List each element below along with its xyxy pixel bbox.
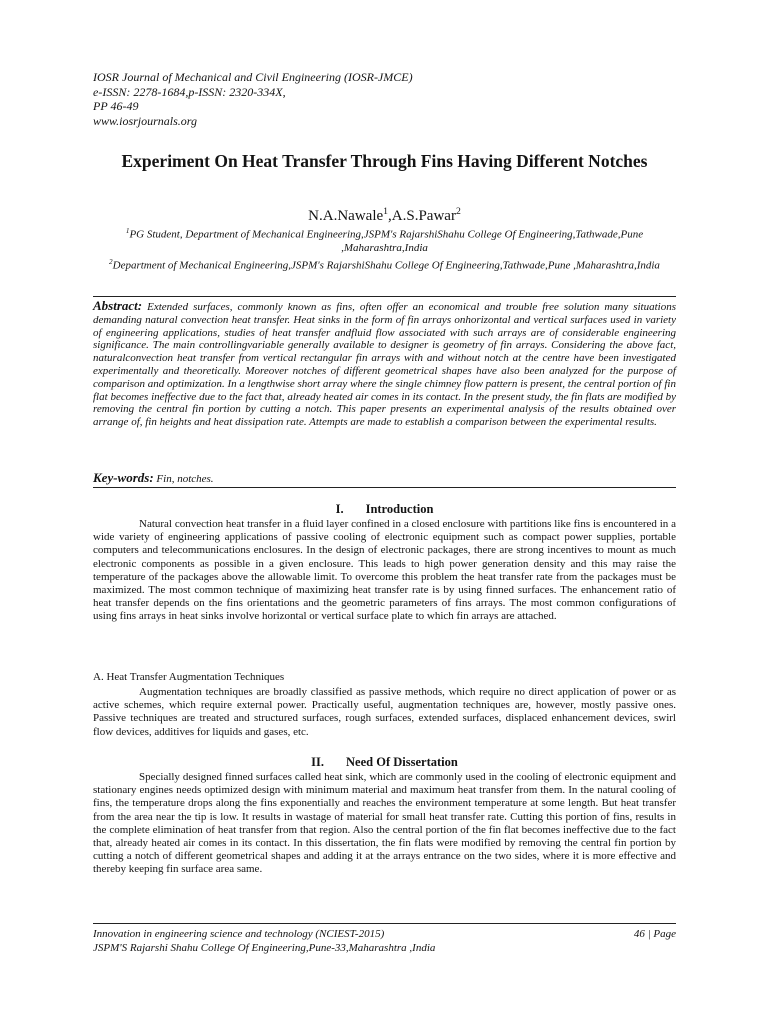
footer-institution: JSPM'S Rajarshi Shahu College Of Engineering,Pune-33,Maharashtra ,India: [93, 941, 436, 954]
author-line: [93, 206, 676, 225]
keywords-line: [93, 470, 676, 486]
author-1-sup: 1: [383, 206, 389, 217]
abstract-top-rule: [93, 296, 676, 297]
intro-paragraph: Natural convection heat transfer in a fluid layer confined in a closed enclosure with partitions like fins is encountered in a wide variety of engineering applications of passive cooling of electronic equipment such as compact power supplies, portable computers and telecommunications enclosures. In the design of electronic packages, there are strong incentives to mount as much electronic components as possible in a given enclosure. This leads to high power generation density and this may raise the temperature of the packages above the allowable limit. To overcome this problem the heat transfer rate from the packages must be maximized. The most common technique of maximizing heat transfer rate is by using finned surfaces. The enhancement ratio of heat transfer depends on the fins orientations and the geometric parameters of fins arrays. The most common configurations of using fins arrays in heat sinks involve horizontal or vertical surface plate to which fin arrays are attached.: [93, 518, 676, 623]
footer-page-number: 46 | Page: [633, 928, 676, 940]
author-2-sup: 2: [455, 206, 461, 217]
affiliation-2-text: Department of Mechanical Engineering,JSPM's RajarshiShahu College Of Engineering,Tathwade,Pune ,Maharashtra,India: [112, 259, 660, 272]
affiliation-1: [93, 225, 676, 256]
journal-website: www.iosrjournals.org: [93, 113, 198, 128]
section-2-title: Need Of Dissertation: [346, 755, 458, 769]
page-footer: [93, 928, 676, 955]
footer-conference: Innovation in engineering science and technology (NCIEST-2015): [93, 928, 385, 940]
journal-pages: PP 46-49: [93, 99, 139, 113]
augmentation-paragraph: Augmentation techniques are broadly classified as passive methods, which require no direct application of power or as active schemes, which require external power. Practically useful, augmentation techniques are, however, mostly passive ones. Passive techniques are treated and structured surfaces, rough surfaces, extended surfaces, displaced enhancement devices, swirl flow devices, additives for liquids and gases, etc.: [93, 686, 676, 738]
affiliation-1-text: PG Student, Department of Mechanical Engineering,JSPM's RajarshiShahu College Of Engineering,Tathwade,Pune ,Maharashtra,India: [129, 228, 644, 255]
journal-name: IOSR Journal of Mechanical and Civil Engineering (IOSR-JMCE): [93, 70, 413, 84]
affiliation-1-sup: 1: [125, 227, 130, 235]
section-2-number: II.: [311, 755, 325, 769]
section-1-number: I.: [335, 502, 344, 516]
keywords-text: Fin, notches.: [156, 473, 214, 485]
section-heading-introduction: [93, 502, 676, 517]
affiliations: [93, 225, 676, 273]
author-1: N.A.Nawale: [308, 208, 384, 224]
affiliation-2: [93, 256, 676, 273]
paper-title: Experiment On Heat Transfer Through Fins Having Different Notches: [121, 151, 648, 171]
author-2: A.S.Pawar: [391, 208, 456, 224]
abstract-bottom-rule: [93, 487, 676, 488]
journal-header: [93, 70, 413, 128]
author-separator: ,: [388, 208, 392, 224]
footer-rule: [93, 923, 676, 924]
abstract-block: [93, 300, 676, 429]
affiliation-2-sup: 2: [109, 257, 113, 266]
abstract-text: Extended surfaces, commonly known as fins, often offer an economical and trouble free solution many situations demanding natural convection heat transfer. Heat sinks in the form of fin arrays onhorizontal and vertical surfaces used in variety of engineering applications, studies of heat transfer andfluid flow associated with such arrays are of considerable engineering significance. The main controllingvariable generally available to designer is geometry of fin arrays. Considering the above fact, naturalconvection heat transfer from vertical rectangular fin arrays with and without notch at the centre have been investigated experimentally and theoretically. Moreover notches of different geometrical shapes have also been analyzed for the purpose of comparison and optimization. In a lengthwise short array where the single chimney flow pattern is present, the central portion of fin flat becomes ineffective due to the fact that, already heated air comes in its contact. In the present study, the fin flats are modified by removing the central fin portion by cutting a notch. This paper presents an experimental analysis of the results obtained over arrange of, fin heights and heat dissipation rate. Attempts are made to establish a comparison between the experimental results.: [93, 301, 676, 429]
dissertation-paragraph: Specially designed finned surfaces called heat sink, which are commonly used in the cooling of electronic equipment and stationary engines needs optimized design with minimum material and maximum heat transfer from them. In the natural cooling of fins, the temperature drops along the fins exponentially and reaches the environment temperature at some length. But heat transfer from the area near the tip is low. It results in wastage of material for small heat transfer rate. Cutting this portion of fins, results in the complete elimination of heat transfer from that region. Also the central portion of the fin flat becomes ineffective due to the fact that, already heated air comes in its contact. In this dissertation, the fin flats were modified by removing the central fin portion by cutting a notch of different geometrical shapes and adding it at the arrays entrance on the two sides, where it is more effective and thereby keeping fin surface area same.: [93, 771, 676, 876]
keywords-label: Key-words:: [93, 470, 154, 485]
subsection-heading: A. Heat Transfer Augmentation Techniques: [93, 671, 285, 683]
section-1-title: Introduction: [365, 502, 434, 516]
abstract-label: Abstract:: [93, 298, 143, 313]
journal-issn: e-ISSN: 2278-1684,p-ISSN: 2320-334X,: [93, 84, 286, 99]
section-heading-need-of-dissertation: [93, 755, 676, 770]
